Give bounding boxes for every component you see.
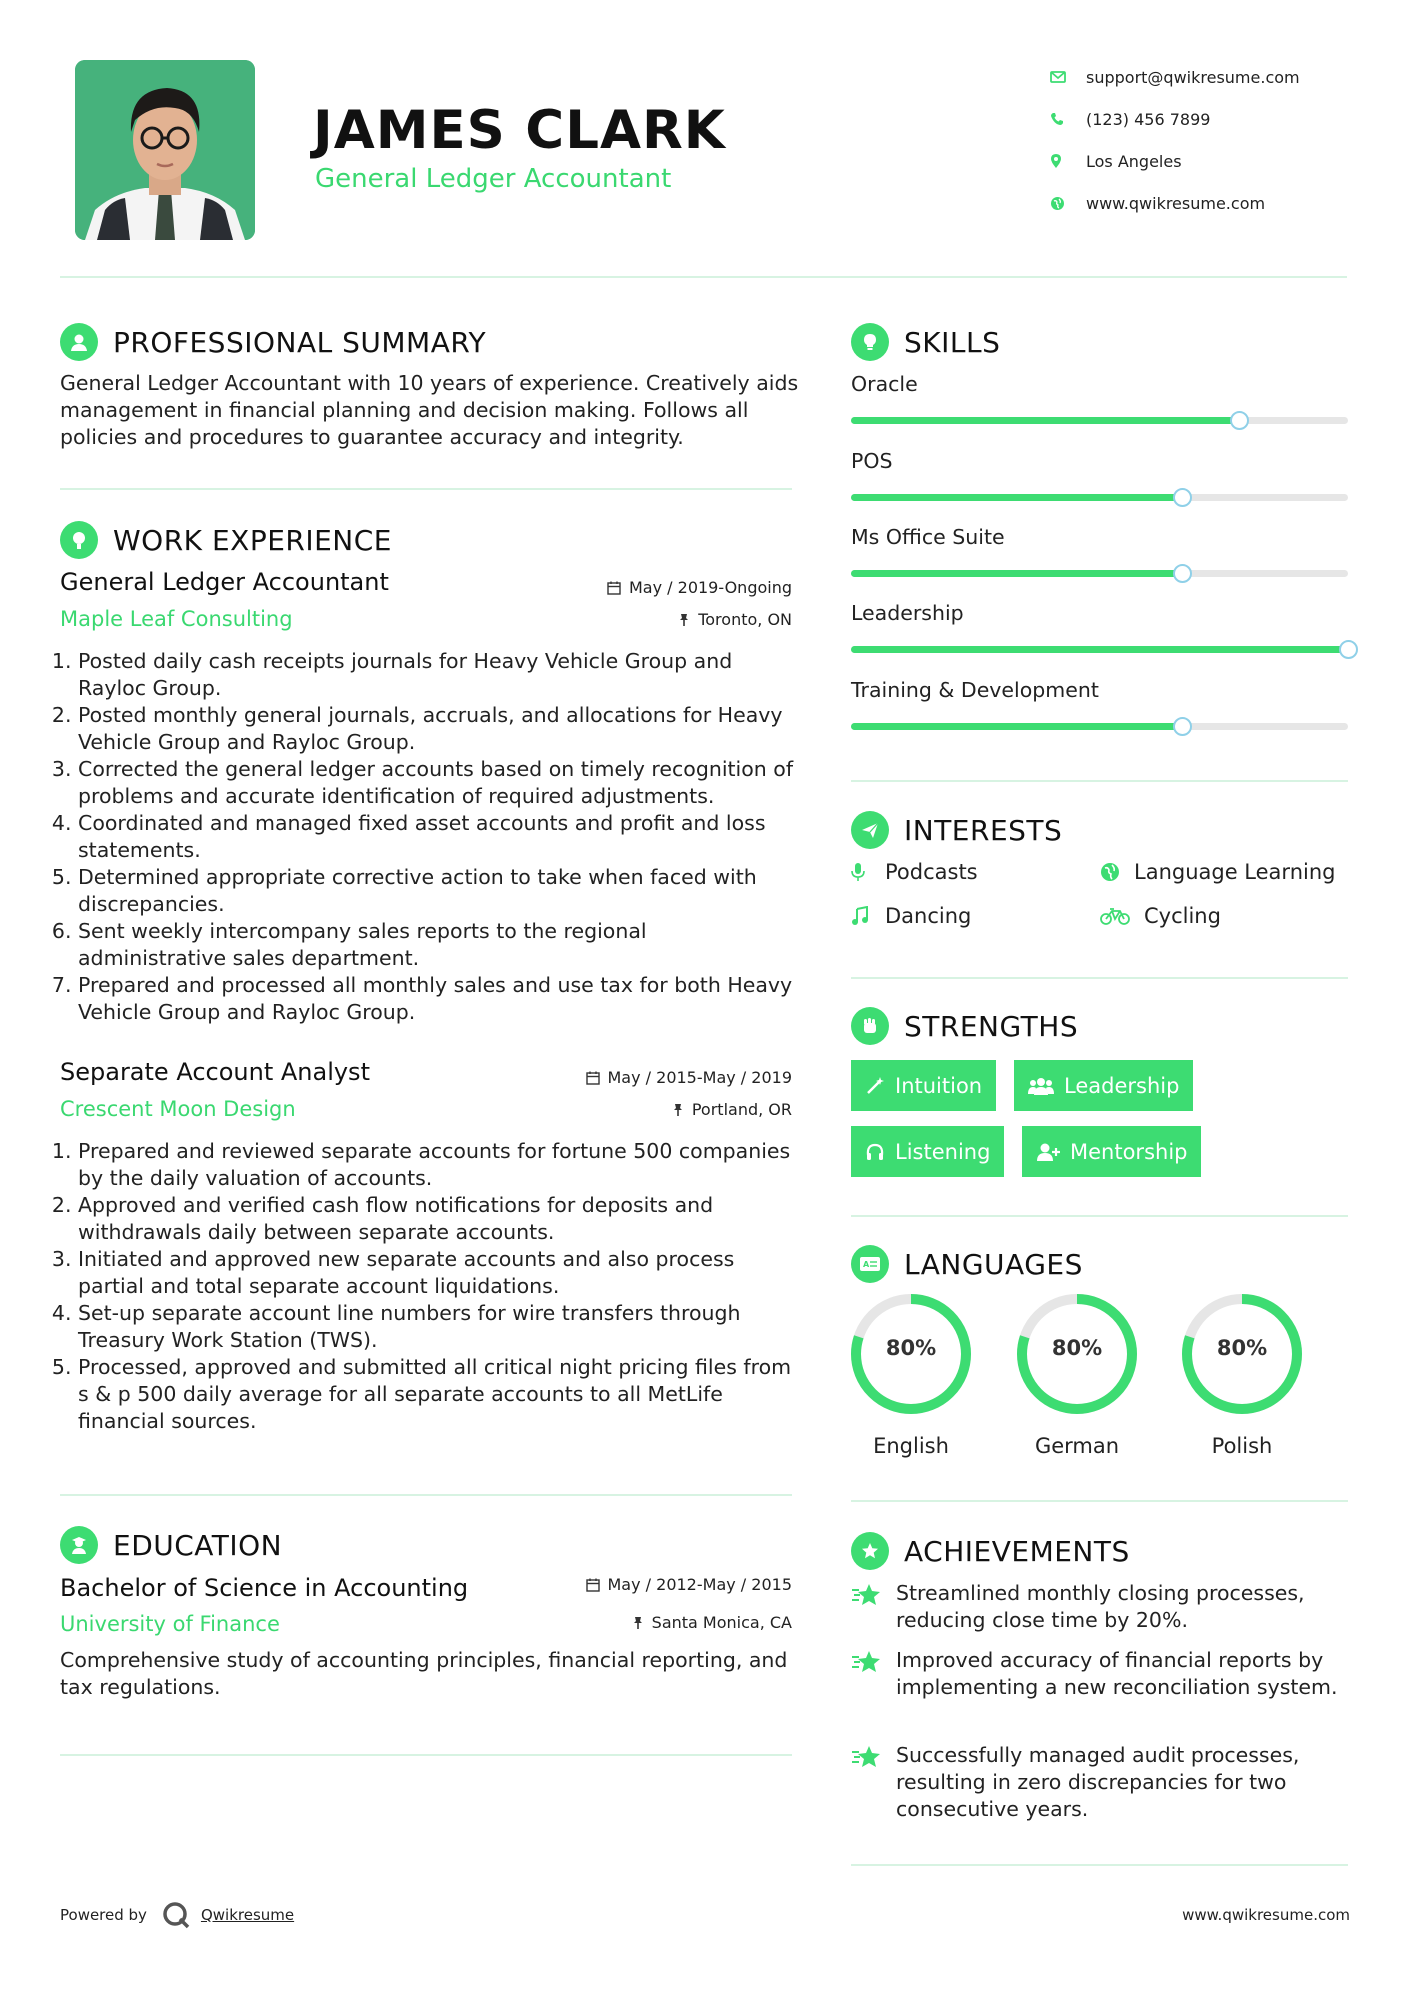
star-icon [851,1580,896,1634]
music-icon [851,906,885,926]
headphones-icon [865,1142,885,1162]
summary-text: General Ledger Accountant with 10 years of experience. Creatively aids management in financial planning and decision making. Follows all policies and procedures to guarantee accuracy and integrity. [60,371,799,449]
user-plus-icon [1036,1142,1060,1162]
education-heading: EDUCATION [60,1526,282,1564]
header-divider [60,276,1347,278]
achievement-item: Streamlined monthly closing processes, reducing close time by 20%. [851,1580,1351,1634]
language-percent: 80% [885,1336,937,1360]
language-percent: 80% [1216,1336,1268,1360]
language-name: German [1034,1434,1120,1458]
skill-bar-fill [851,417,1239,424]
list-item: 2. Posted monthly general journals, accruals, and allocations for Heavy Vehicle Group and Rayloc Group. [78,702,800,756]
candidate-title: General Ledger Accountant [315,164,672,194]
skill-label: Ms Office Suite [851,525,1005,549]
list-item: 5. Determined appropriate corrective action to take when faced with discrepancies. [78,864,800,918]
contact-block [1050,56,1380,224]
strengths-divider [851,1215,1348,1217]
pin-icon [672,1103,684,1117]
achievement-item: Improved accuracy of financial reports by implementing a new reconciliation system. [851,1647,1351,1701]
language-item [1015,1292,1139,1458]
language-percent: 80% [1051,1336,1103,1360]
list-item: 4. Set-up separate account line numbers for wire transfers through Treasury Work Station (TWS). [78,1300,800,1354]
job-title: Separate Account Analyst [60,1058,370,1086]
qwikresume-logo-icon [161,1900,191,1930]
skill-bar-fill [851,646,1348,653]
strengths-heading: STRENGTHS [851,1007,1078,1045]
skills-divider [851,780,1348,782]
interest-item: Podcasts [851,860,978,884]
skill-label: Training & Development [851,678,1099,702]
contact-phone[interactable]: (123) 456 7899 [1050,98,1380,140]
contact-location: Los Angeles [1050,140,1380,182]
skill-bar [851,723,1348,730]
briefcase-icon [60,521,98,559]
contact-website[interactable]: www.qwikresume.com [1050,182,1380,224]
strength-chip: Listening [851,1126,1004,1177]
list-item: 5. Processed, approved and submitted all critical night pricing files from s & p 500 daily average for all separate accounts to all MetLife financial sources. [78,1354,800,1435]
footer-powered-by: Powered by Qwikresume [60,1900,294,1930]
language-card-icon [851,1245,889,1283]
skill-bar-handle [1173,488,1192,507]
language-name: Polish [1211,1434,1273,1458]
interests-divider [851,977,1348,979]
paper-plane-icon [851,811,889,849]
skill-bar-handle [1230,411,1249,430]
skill-bar-fill [851,570,1182,577]
interest-item: Language Learning [1100,860,1335,884]
pin-icon [678,613,690,627]
achievements-divider [851,1864,1348,1866]
phone-icon [1050,112,1086,126]
strength-chip: Mentorship [1022,1126,1201,1177]
education-divider [60,1754,792,1756]
skill-bar [851,417,1348,424]
list-item: 2. Approved and verified cash flow notifications for deposits and withdrawals daily between separate accounts. [78,1192,800,1246]
job-date: May / 2015-May / 2019 [500,1068,792,1087]
language-item [1180,1292,1304,1458]
education-location: Santa Monica, CA [500,1613,792,1632]
profile-photo [75,60,255,240]
star-badge-icon [851,1532,889,1570]
skill-bar [851,494,1348,501]
envelope-icon [1050,71,1086,83]
list-item: 1. Posted daily cash receipts journals for Heavy Vehicle Group and Rayloc Group. [78,648,800,702]
skill-bar-handle [1173,564,1192,583]
experience-heading: WORK EXPERIENCE [60,521,392,559]
users-icon [1028,1076,1054,1096]
skill-label: Leadership [851,601,964,625]
languages-divider [851,1500,1348,1502]
strength-chip: Intuition [851,1060,996,1111]
skill-bar-handle [1339,640,1358,659]
job-location: Portland, OR [500,1100,792,1119]
summary-heading: PROFESSIONAL SUMMARY [60,323,486,361]
graduation-icon [60,1526,98,1564]
summary-divider [60,488,792,490]
degree-title: Bachelor of Science in Accounting [60,1574,469,1602]
skill-bar-fill [851,494,1182,501]
fist-icon [851,1007,889,1045]
list-item: 1. Prepared and reviewed separate accounts for fortune 500 companies by the daily valuation of accounts. [78,1138,800,1192]
pin-icon [632,1616,644,1630]
map-pin-icon [1050,153,1086,169]
school-name: University of Finance [60,1612,280,1636]
skill-label: POS [851,449,893,473]
candidate-name: JAMES CLARK [313,100,726,161]
microphone-icon [851,862,885,882]
calendar-icon [586,1578,600,1592]
job-location: Toronto, ON [500,610,792,629]
qwikresume-link[interactable]: Qwikresume [200,1906,295,1924]
education-description: Comprehensive study of accounting principles, financial reporting, and tax regulations. [60,1648,788,1699]
star-icon [851,1647,896,1701]
bicycle-icon [1100,907,1144,925]
achievement-item: Successfully managed audit processes, resulting in zero discrepancies for two consecutive years. [851,1742,1351,1823]
skill-bar [851,646,1348,653]
svg-text:A: A [863,1260,870,1269]
language-name: English [873,1434,949,1458]
contact-email[interactable]: support@qwikresume.com [1050,56,1380,98]
job-title: General Ledger Accountant [60,568,389,596]
star-icon [851,1742,896,1823]
interest-item: Dancing [851,904,971,928]
job-company: Crescent Moon Design [60,1097,296,1121]
job-date: May / 2019-Ongoing [500,578,792,597]
list-item: 7. Prepared and processed all monthly sales and use tax for both Heavy Vehicle Group and Rayloc Group. [78,972,800,1026]
language-item [849,1292,973,1458]
globe-icon [1100,862,1134,882]
globe-icon [1050,196,1086,211]
list-item: 3. Corrected the general ledger accounts based on timely recognition of problems and accurate identification of required adjustments. [78,756,800,810]
list-item: 3. Initiated and approved new separate accounts and also process partial and total separate account liquidations. [78,1246,800,1300]
achievements-heading: ACHIEVEMENTS [851,1532,1130,1570]
education-date: May / 2012-May / 2015 [500,1575,792,1594]
calendar-icon [586,1071,600,1085]
skills-heading: SKILLS [851,323,1000,361]
lightbulb-icon [851,323,889,361]
calendar-icon [607,581,621,595]
skill-label: Oracle [851,372,918,396]
strength-chip: Leadership [1014,1060,1193,1111]
user-icon [60,323,98,361]
interest-item: Cycling [1100,904,1221,928]
magic-wand-icon [865,1076,885,1096]
skill-bar-handle [1173,717,1192,736]
job-duties-list [60,648,800,1026]
interests-heading: INTERESTS [851,811,1062,849]
languages-heading: A LANGUAGES [851,1245,1083,1283]
job-duties-list [60,1138,800,1435]
list-item: 4. Coordinated and managed fixed asset accounts and profit and loss statements. [78,810,800,864]
footer-website[interactable]: www.qwikresume.com [1182,1906,1350,1924]
list-item: 6. Sent weekly intercompany sales reports to the regional administrative sales department. [78,918,800,972]
job-company: Maple Leaf Consulting [60,607,293,631]
experience-divider [60,1494,792,1496]
skill-bar-fill [851,723,1182,730]
skill-bar [851,570,1348,577]
